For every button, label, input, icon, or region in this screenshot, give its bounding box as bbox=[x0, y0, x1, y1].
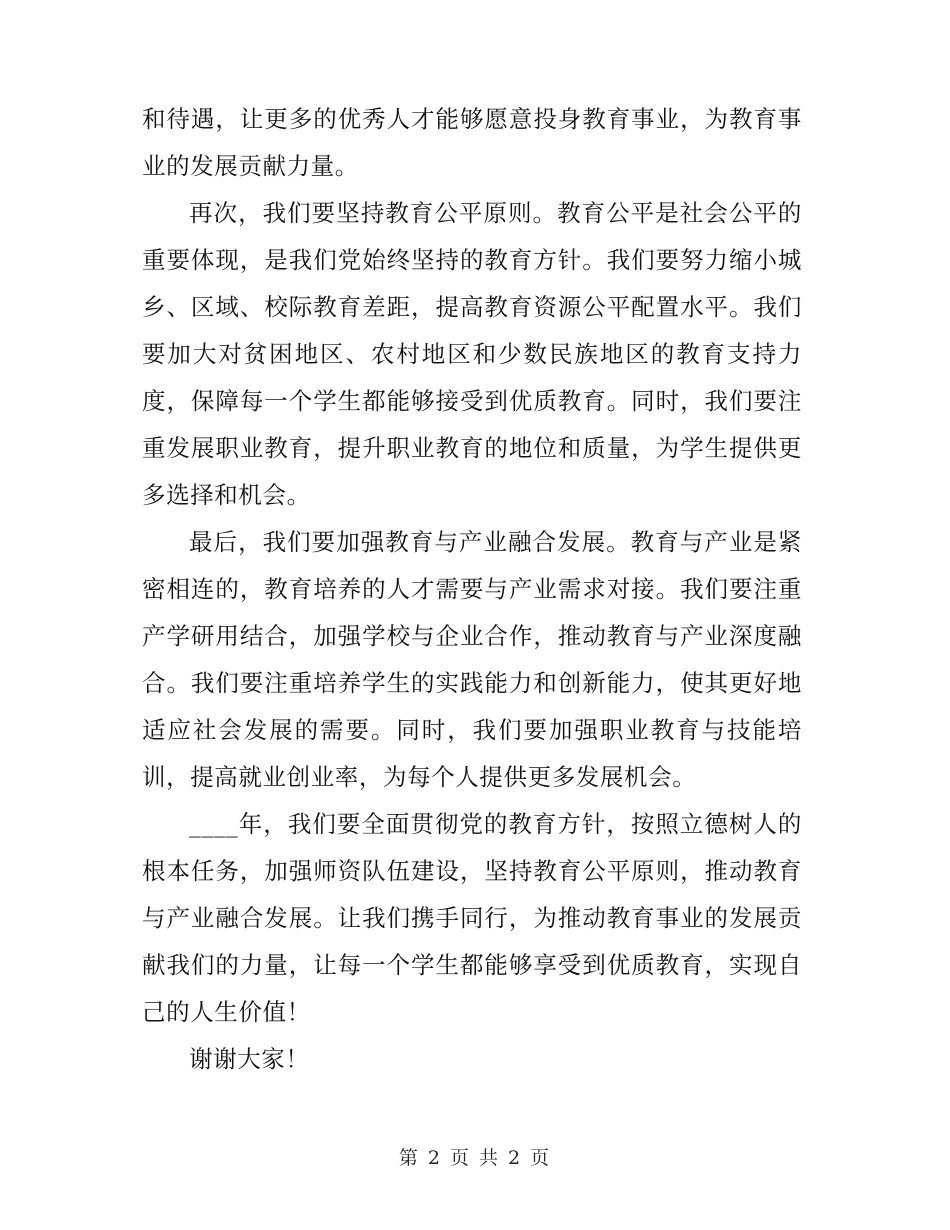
paragraph-conclusion: ____年，我们要全面贯彻党的教育方针，按照立德树人的根本任务，加强师资队伍建设，坚持教育公平原则，推动教育与产业融合发展。让我们携手同行，为推动教育事业的发展贡献我们的力量，让每一个学生都能够享受到优质教育，实现自己的人生价值！ bbox=[142, 810, 802, 1026]
document-body bbox=[142, 96, 802, 1083]
paragraph-thanks: 谢谢大家！ bbox=[189, 1045, 310, 1073]
page-number-footer: 第 2 页 共 2 页 bbox=[398, 1147, 552, 1169]
paragraph-industry-integration: 最后，我们要加强教育与产业融合发展。教育与产业是紧密相连的，教育培养的人才需要与产业需求对接。我们要注重产学研用结合，加强学校与企业合作，推动教育与产业深度融合。我们要注重培养学生的实践能力和创新能力，使其更好地适应社会发展的需要。同时，我们要加强职业教育与技能培训，提高就业创业率，为每个人提供更多发展机会。 bbox=[142, 528, 802, 791]
paragraph-education-equity: 再次，我们要坚持教育公平原则。教育公平是社会公平的重要体现，是我们党始终坚持的教育方针。我们要努力缩小城乡、区域、校际教育差距，提高教育资源公平配置水平。我们要加大对贫困地区、农村地区和少数民族地区的教育支持力度，保障每一个学生都能够接受到优质教育。同时，我们要注重发展职业教育，提升职业教育的地位和质量，为学生提供更多选择和机会。 bbox=[142, 199, 802, 509]
paragraph-continuation: 和待遇，让更多的优秀人才能够愿意投身教育事业，为教育事业的发展贡献力量。 bbox=[142, 105, 802, 180]
